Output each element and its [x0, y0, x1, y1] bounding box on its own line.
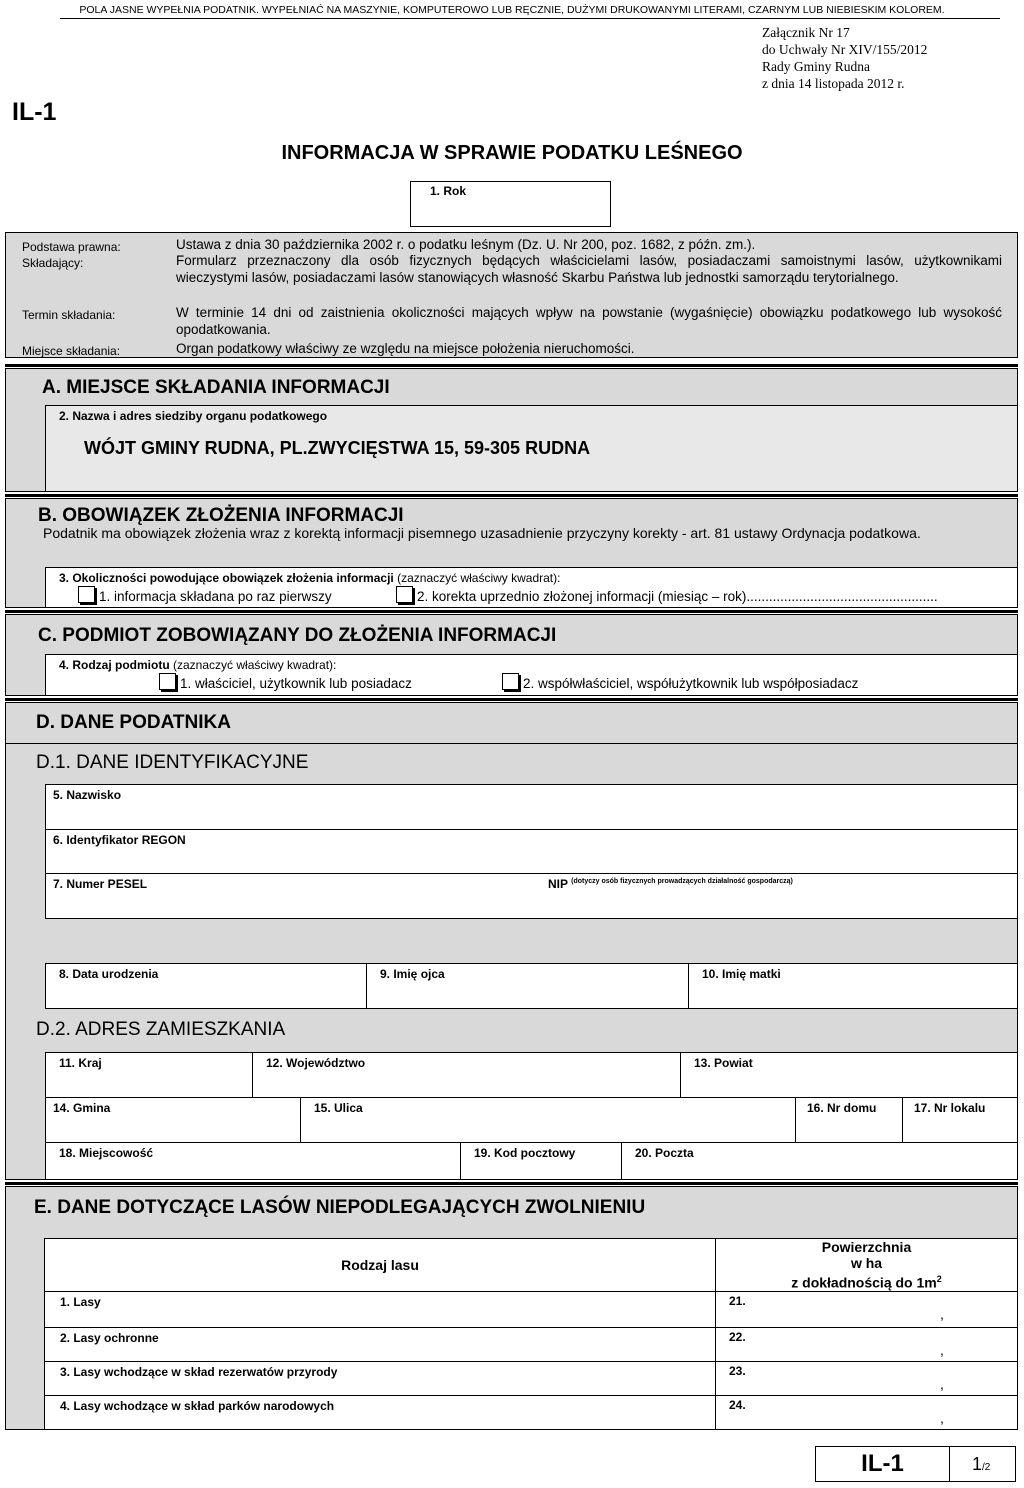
- voivodeship-label: 12. Województwo: [266, 1056, 366, 1070]
- footer-form-code: IL-1: [861, 1450, 904, 1477]
- country-label: 11. Kraj: [59, 1056, 102, 1070]
- section-d: [5, 702, 1018, 1180]
- father-name-field[interactable]: [366, 963, 689, 1009]
- section-divider: [5, 494, 1018, 497]
- section-divider: [5, 698, 1018, 701]
- year-label: 1. Rok: [430, 184, 467, 198]
- section-divider: [5, 610, 1018, 613]
- row-label: 3. Lasy wchodzące w skład rezerwatów przyrody: [45, 1361, 716, 1395]
- legal-key: Podstawa prawna:: [22, 240, 121, 254]
- pesel-field[interactable]: [45, 873, 1018, 919]
- section-d-title: D. DANE PODATNIKA: [36, 712, 231, 733]
- divider: [6, 743, 1017, 744]
- annex-line: Załącznik Nr 17: [762, 25, 850, 40]
- form-code: IL-1: [12, 98, 57, 126]
- legal-value: Ustawa z dnia 30 października 2002 r. o podatku leśnym (Dz. U. Nr 200, poz. 1682, z późn. zm.).: [176, 237, 756, 252]
- mother-name-field[interactable]: [688, 963, 1018, 1009]
- post-office-label: 20. Poczta: [635, 1146, 694, 1160]
- annex-line: z dnia 14 listopada 2012 r.: [762, 76, 905, 91]
- apartment-number-label: 17. Nr lokalu: [914, 1101, 986, 1115]
- circumstances-label: 3. Okoliczności powodujące obowiązek złożenia informacji (zaznaczyć właściwy kwadrat):: [59, 571, 561, 585]
- voivodeship-field[interactable]: [252, 1052, 681, 1098]
- page-number: 1/2: [972, 1454, 991, 1474]
- row-label: 4. Lasy wchodzące w skład parków narodowych: [45, 1395, 716, 1429]
- row-label: 2. Lasy ochronne: [45, 1327, 716, 1361]
- area-input-cell[interactable]: [716, 1361, 1018, 1395]
- decimal-separator: ,: [940, 1305, 944, 1322]
- section-divider: [5, 364, 1018, 367]
- checkbox[interactable]: [78, 586, 95, 603]
- row-number: 24.: [729, 1397, 746, 1412]
- section-divider: [5, 1182, 1018, 1185]
- postal-code-label: 19. Kod pocztowy: [474, 1146, 576, 1160]
- circumstances-field: [45, 567, 1018, 608]
- table-row: [45, 1291, 1018, 1327]
- pesel-label: 7. Numer PESEL: [53, 877, 148, 891]
- country-field[interactable]: [45, 1052, 253, 1098]
- checkbox[interactable]: [159, 673, 176, 690]
- table-row: [45, 1361, 1018, 1395]
- row-number: 23.: [729, 1363, 746, 1378]
- d1-title: D.1. DANE IDENTYFIKACYJNE: [36, 752, 309, 773]
- regon-label: 6. Identyfikator REGON: [53, 833, 186, 847]
- decimal-separator: ,: [940, 1341, 944, 1358]
- legal-value: Formularz przeznaczony dla osób fizycznych będących właścicielami lasów, posiadaczami samoistnymi lasów, użytkownikami wieczystymi lasów, posiadaczami lasów stanowiących własność Skarbu Państwa lub jednostki samorządu terytorialnego.: [176, 253, 1002, 285]
- house-number-field[interactable]: [795, 1097, 903, 1143]
- fill-instruction: POLA JASNE WYPEŁNIA PODATNIK. WYPEŁNIAĆ NA MASZYNIE, KOMPUTEROWO LUB RĘCZNIE, DUŻYMI DRUKOWANYMI LITERAMI, CZARNYM LUB NIEBIESKIM KOLOREM.: [79, 4, 945, 16]
- annex-info: [762, 24, 927, 92]
- section-c-title: C. PODMIOT ZOBOWIĄZANY DO ZŁOŻENIA INFORMACJI: [38, 625, 557, 646]
- forest-table: [44, 1238, 1018, 1430]
- section-b-title: B. OBOWIĄZEK ZŁOŻENIA INFORMACJI: [38, 505, 404, 526]
- birth-date-field[interactable]: [45, 963, 367, 1009]
- checkbox[interactable]: [396, 586, 413, 603]
- street-field[interactable]: [300, 1097, 796, 1143]
- d2-title: D.2. ADRES ZAMIESZKANIA: [36, 1019, 286, 1040]
- column-header: Rodzaj lasu: [45, 1239, 716, 1292]
- birth-date-label: 8. Data urodzenia: [59, 967, 159, 981]
- tax-office-field[interactable]: [45, 405, 1018, 492]
- legal-value: Organ podatkowy właściwy ze względu na miejsce położenia nieruchomości.: [176, 341, 635, 356]
- area-input-cell[interactable]: [716, 1395, 1018, 1429]
- area-input-cell[interactable]: [716, 1291, 1018, 1327]
- regon-field[interactable]: [45, 829, 1018, 874]
- option-correction[interactable]: 2. korekta uprzednio złożonej informacji (miesiąc – rok)...................................................: [396, 586, 938, 604]
- tax-office-label: 2. Nazwa i adres siedziby organu podatkowego: [59, 409, 328, 423]
- row-label: 1. Lasy: [45, 1291, 716, 1327]
- legal-key: Składający:: [22, 256, 84, 270]
- decimal-separator: ,: [940, 1409, 944, 1426]
- county-field[interactable]: [680, 1052, 1018, 1098]
- postal-code-field[interactable]: [460, 1142, 622, 1180]
- legal-basis-box: [5, 232, 1018, 358]
- mother-name-label: 10. Imię matki: [702, 967, 781, 981]
- correction-note: Podatnik ma obowiązek złożenia wraz z korektą informacji pisemnego uzasadnienie przyczyny korekty - art. 81 ustawy Ordynacja podatkowa.: [43, 525, 921, 541]
- legal-key: Miejsce składania:: [22, 344, 121, 358]
- option-co-owner[interactable]: 2. współwłaściciel, współużytkownik lub współposiadacz: [502, 673, 858, 691]
- table-row: [45, 1327, 1018, 1361]
- legal-value: W terminie 14 dni od zaistnienia okoliczności mających wpływ na powstanie (wygaśnięcie) obowiązku podatkowego lub wysokość opodatkowania.: [176, 305, 1002, 337]
- street-label: 15. Ulica: [314, 1101, 363, 1115]
- table-header-row: [45, 1239, 1018, 1292]
- checkbox[interactable]: [502, 673, 519, 690]
- section-b: [5, 498, 1018, 608]
- annex-line: Rady Gminy Rudna: [762, 59, 870, 74]
- apartment-number-field[interactable]: [902, 1097, 1018, 1143]
- surname-label: 5. Nazwisko: [53, 788, 122, 802]
- post-office-field[interactable]: [621, 1142, 1018, 1180]
- footer-divider: [949, 1447, 950, 1481]
- area-input-cell[interactable]: [716, 1327, 1018, 1361]
- option-first-submission[interactable]: 1. informacja składana po raz pierwszy: [78, 586, 332, 604]
- column-header: Powierzchnia w ha z dokładnością do $1m^2$: [716, 1239, 1018, 1292]
- tax-office-value: WÓJT GMINY RUDNA, PL.ZWYCIĘSTWA 15, 59-305 RUDNA: [84, 438, 591, 458]
- footer-page-box: [815, 1446, 1016, 1482]
- house-number-label: 16. Nr domu: [807, 1101, 877, 1115]
- nip-label: NIP $^{(dotyczy osób fizycznych prowadzących działalność gospodarczą)}$: [548, 877, 793, 891]
- commune-field[interactable]: [45, 1097, 301, 1143]
- section-a-title: A. MIEJSCE SKŁADANIA INFORMACJI: [42, 377, 390, 398]
- town-label: 18. Miejscowość: [59, 1146, 154, 1160]
- section-c: [5, 614, 1018, 696]
- page-title: INFORMACJA W SPRAWIE PODATKU LEŚNEGO: [281, 142, 743, 164]
- row-number: 21.: [729, 1293, 746, 1308]
- row-number: 22.: [729, 1329, 746, 1344]
- legal-key: Termin składania:: [22, 308, 116, 322]
- entity-type-label: 4. Rodzaj podmiotu (zaznaczyć właściwy kwadrat):: [59, 658, 337, 672]
- surname-field[interactable]: [45, 784, 1018, 830]
- county-label: 13. Powiat: [694, 1056, 753, 1070]
- town-field[interactable]: [45, 1142, 461, 1180]
- option-owner[interactable]: 1. właściciel, użytkownik lub posiadacz: [159, 673, 412, 691]
- commune-label: 14. Gmina: [53, 1101, 111, 1115]
- year-field[interactable]: [410, 181, 611, 227]
- section-a: [5, 368, 1018, 492]
- annex-line: do Uchwały Nr XIV/155/2012: [762, 42, 928, 57]
- father-name-label: 9. Imię ojca: [380, 967, 445, 981]
- entity-type-field: [45, 654, 1018, 696]
- table-row: [45, 1395, 1018, 1429]
- decimal-separator: ,: [940, 1375, 944, 1392]
- header-rule: [60, 18, 1000, 19]
- section-e-title: E. DANE DOTYCZĄCE LASÓW NIEPODLEGAJĄCYCH ZWOLNIENIU: [34, 1197, 646, 1218]
